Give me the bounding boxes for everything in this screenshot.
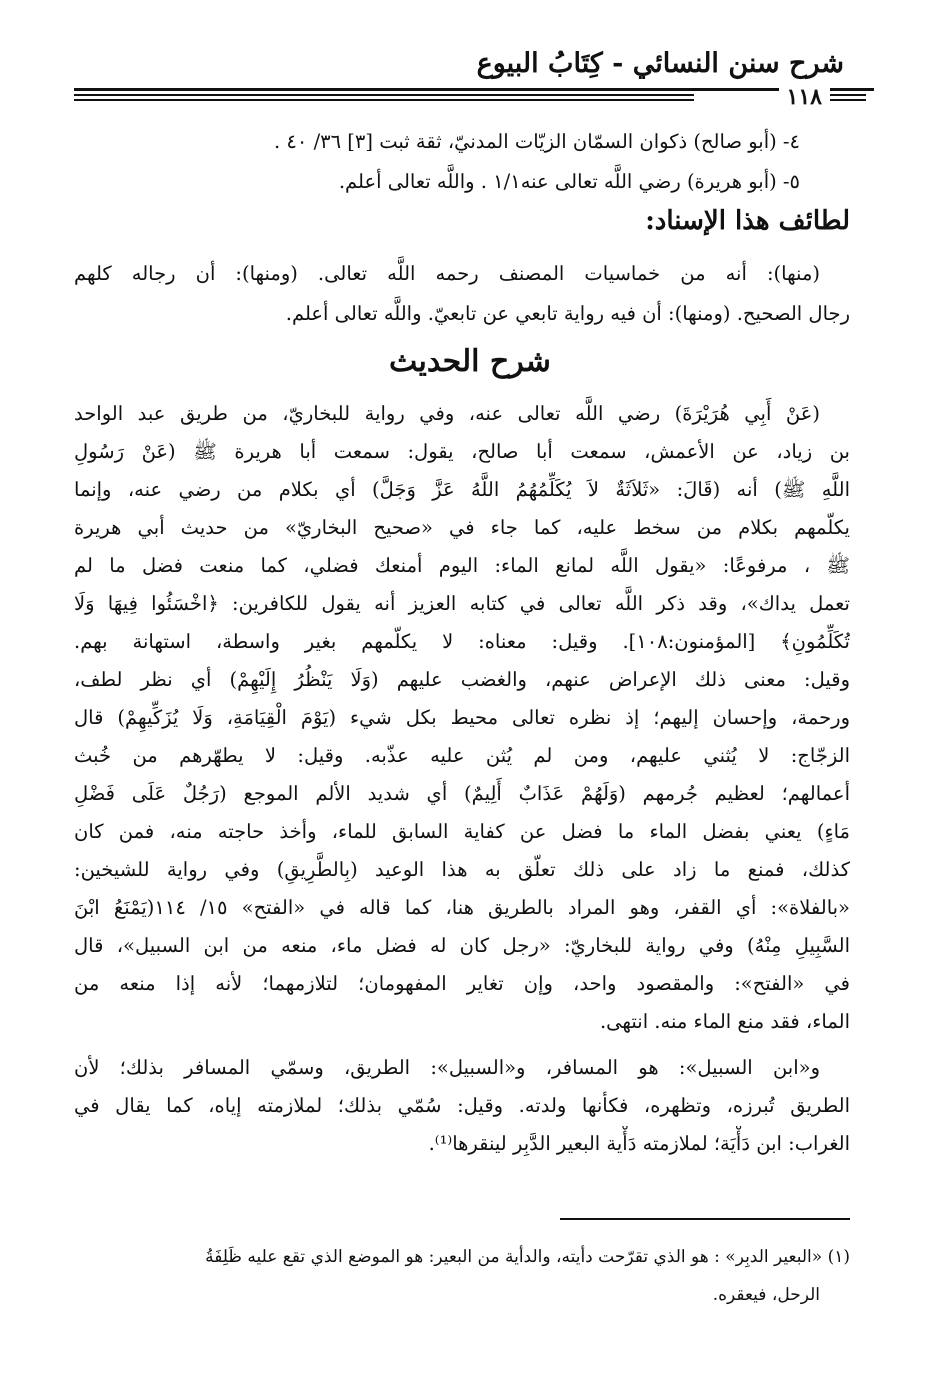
header-rule	[74, 88, 874, 91]
paragraph-line: الماء، فقد منع الماء منه. انتهى.	[599, 1010, 850, 1033]
paragraph-line: رجال الصحيح. (ومنها): أن فيه رواية تابعي عن تابعيّ. واللَّه تعالى أعلم.	[285, 302, 850, 325]
paragraph-line: بن زياد، عن الأعمش، سمعت أبا صالح، يقول: سمعت أبا هريرة ﷺ (عَنْ رَسُولِ	[74, 440, 850, 463]
paragraph-line: الغراب: ابن دَأْيَة؛ لملازمته دَأْية البعير الدَّبِر لينقرها⁽¹⁾.	[428, 1132, 850, 1155]
paragraph-line: ﷺ ، مرفوعًا: «يقول اللَّه لمانع الماء: اليوم أمنعك فضلي، كما منعت فضل ما لم	[74, 554, 850, 577]
paragraph-line: وقيل: معنى ذلك الإعراض عنهم، والغضب عليهم (وَلَا يَنْظُرُ إِلَيْهِمْ) أي نظر لطف،	[74, 668, 850, 691]
paragraph-line: و«ابن السبيل»: هو المسافر، و«السبيل»: الطريق، وسمّي المسافر بذلك؛ لأن	[74, 1056, 820, 1079]
paragraph-line: يكلّمهم بكلام من سخط عليه، كما جاء في «صحيح البخاريّ» من حديث أبي هريرة	[74, 516, 850, 539]
narrator-line: ٤- (أبو صالح) ذكوان السمّان الزيّات المدنيّ، ثقة ثبت [٣] ٣٦/ ٤٠ .	[274, 130, 800, 153]
paragraph-line: تُكَلِّمُونِ﴾ [المؤمنون:١٠٨]. وقيل: معناه: لا يكلّمهم بغير واسطة، استهانة بهم.	[74, 630, 850, 653]
paragraph-line: كذلك، فمنع ما زاد على ذلك تعلّق به هذا الوعيد (بِالطَّرِيقِ) وفي رواية للشيخين:	[74, 858, 850, 881]
paragraph-line: في «الفتح»: والمقصود واحد، وإن تغاير المفهومان؛ لتلازمهما؛ لأنه إذا منعه من	[74, 972, 850, 995]
paragraph-line: اللَّهِ ﷺ) أنه (قَالَ: «ثَلاَثَةٌ لاَ يُكَلِّمُهُمُ اللَّهُ عَزَّ وَجَلَّ) أي بكلام من رضي عنه، وإنما	[74, 478, 850, 501]
narrator-line: ٥- (أبو هريرة) رضي اللَّه تعالى عنه١/١ . واللَّه تعالى أعلم.	[338, 170, 800, 193]
paragraph-line: الطريق تُبرزه، وتظهره، فكأنها ولدته. وقيل: سُمّي بذلك؛ لملازمته إياه، كما يقال في	[74, 1094, 850, 1117]
paragraph-line: (عَنْ أَبِي هُرَيْرَةَ) رضي اللَّه تعالى عنه، وفي رواية للبخاريّ، من طريق عبد الواحد	[74, 402, 820, 425]
header-rule	[74, 99, 694, 101]
paragraph-line: مَاءٍ) يعني بفضل الماء ما فضل عن كفاية السابق للماء، وأخذ حاجته منه، فمن كان	[74, 820, 850, 843]
paragraph-line: «بالفلاة»: أي القفر، وهو المراد بالطريق هنا، كما قاله في «الفتح» ١٥/ ١١٤(يَمْنَعُ ابْنَ	[74, 896, 850, 919]
paragraph-line: (منها): أنه من خماسيات المصنف رحمه اللَّه تعالى. (ومنها): أن رجاله كلهم	[74, 262, 820, 285]
running-header-title: شرح سنن النسائي - كِتَابُ البيوع	[476, 48, 844, 79]
page-number: ١١٨	[779, 84, 830, 110]
paragraph-line: تعمل يداك»، وقد ذكر اللَّه تعالى في كتابه العزيز أنه يقول للكافرين: ﴿اخْسَئُوا فِيهَا وَلَا	[74, 592, 850, 615]
paragraph-line: ورحمة، وإحسان إليهم؛ إذ نظره تعالى محيط بكل شيء (يَوْمَ الْقِيَامَةِ، وَلَا يُزَكِّيهِمْ) قال	[74, 706, 850, 729]
footnote-line: الرحل، فيعقره.	[712, 1285, 820, 1305]
main-heading: شرح الحديث	[389, 344, 551, 379]
section-heading: لطائف هذا الإسناد:	[645, 206, 850, 236]
paragraph-line: الزجّاج: لا يُثني عليهم، ومن لم يُثن عليه عذّبه. وقيل: لا يطهّرهم من خُبث	[74, 744, 850, 767]
paragraph-line: السَّبِيلِ مِنْهُ) وفي رواية للبخاريّ: «رجل كان له فضل ماء، منعه من ابن السبيل»، قال	[74, 934, 850, 957]
header-rule	[74, 94, 694, 96]
footnote-line: (١) «البعير الدبِر» : هو الذي تقرّحت دأيته، والدأية من البعير: هو الموضع الذي تقع عليه ظَلِفَةُ	[205, 1247, 850, 1267]
paragraph-line: أعمالهم؛ لعظيم جُرمهم (وَلَهُمْ عَذَابٌ أَلِيمٌ) أي شديد الألم الموجع (رَجُلٌ عَلَى فَضْلِ	[74, 782, 850, 805]
footnote-separator	[560, 1218, 850, 1220]
